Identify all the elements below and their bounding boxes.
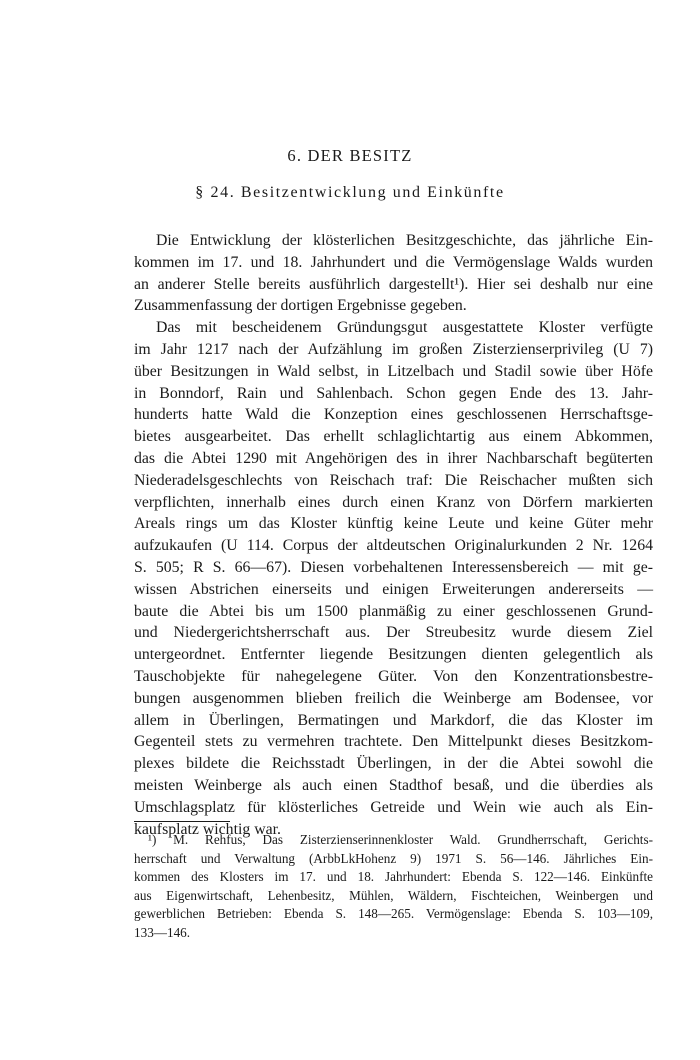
body-line: über Besitzungen in Wald selbst, in Litzelbach und Stadil sowie über Höfe	[134, 362, 653, 380]
section-title: § 24. Besitzentwicklung und Einkünfte	[195, 184, 505, 201]
body-line: untergeordnet. Entfernter liegende Besitzungen dienten gelegentlich als	[134, 646, 653, 664]
body-line: an anderer Stelle bereits ausführlich dargestellt¹). Hier sei deshalb nur eine	[134, 275, 653, 293]
footnote-line: aus Eigenwirtschaft, Lehenbesitz, Mühlen, Wäldern, Fischteichen, Weinbergen und	[134, 887, 653, 903]
footnote-line: gewerblichen Betrieben: Ebenda S. 148—265. Vermögenslage: Ebenda S. 103—109,	[134, 906, 653, 922]
chapter-title: 6. DER BESITZ	[287, 146, 413, 165]
body-line: hunderts hatte Wald die Konzeption eines geschlossenen Herrschaftsge-	[134, 406, 653, 424]
body-line: kommen im 17. und 18. Jahrhundert und die Vermögenslage Walds wurden	[134, 253, 653, 271]
footnotes	[134, 831, 653, 943]
body-line: Das mit bescheidenem Gründungsgut ausgestattete Kloster verfügte	[156, 319, 653, 337]
body-line: und Niedergerichtsherrschaft aus. Der Streubesitz wurde diesem Ziel	[134, 624, 653, 642]
body-line: bungen ausgenommen blieben freilich die Weinberge am Bodensee, vor	[134, 689, 653, 707]
body-line: plexes bildete die Reichsstadt Überlingen, in der die Abtei sowohl die	[134, 755, 653, 773]
body-line: Die Entwicklung der klösterlichen Besitzgeschichte, das jährliche Ein-	[156, 232, 653, 249]
body-line: Niederadelsgeschlechts von Reischach traf: Die Reischacher mußten sich	[134, 471, 653, 489]
body-line: verpflichten, innerhalb eines durch einen Kranz von Dörfern markierten	[134, 493, 653, 511]
body-line: Tauschobjekte für nahegelegene Güter. Von den Konzentrationsbestre-	[134, 667, 653, 685]
footnote-line: herrschaft und Verwaltung (ArbbLkHohenz 9) 1971 S. 56—146. Jährliches Ein-	[134, 850, 653, 866]
body-line: bietes ausgearbeitet. Das erhellt schlaglichtartig aus einem Abkommen,	[134, 428, 653, 446]
body-line: wissen Abstrichen einerseits und einigen Erweiterungen andererseits —	[134, 580, 653, 598]
footnote-line: 133—146.	[134, 924, 191, 940]
body-line: baute die Abtei bis um 1500 planmäßig zu einer geschlossenen Grund-	[134, 602, 653, 620]
body-line: kaufsplatz wichtig war.	[134, 820, 281, 838]
body-text	[134, 230, 653, 840]
body-line: Areals rings um das Kloster künftig keine Leute und keine Güter mehr	[134, 515, 653, 533]
footnote-line: kommen des Klosters im 17. und 18. Jahrhundert: Ebenda S. 122—146. Einkünfte	[134, 869, 653, 885]
footnote-line: ¹) M. Rehfus, Das Zisterzienserinnenkloster Wald. Grundherrschaft, Gerichts-	[148, 832, 653, 847]
body-line: aufzukaufen (U 114. Corpus der altdeutschen Originalurkunden 2 Nr. 1264	[134, 537, 653, 555]
footnote-separator	[134, 821, 230, 822]
body-line: Gegenteil stets zu vermehren trachtete. Den Mittelpunkt dieses Besitzkom-	[134, 733, 653, 751]
body-line: S. 505; R S. 66—67). Diesen vorbehaltenen Interessensbereich — mit ge-	[134, 558, 653, 576]
body-line: allem in Überlingen, Bermatingen und Markdorf, die das Kloster im	[134, 711, 653, 729]
body-line: im Jahr 1217 nach der Aufzählung im großen Zisterzienserprivileg (U 7)	[134, 340, 653, 358]
body-line: in Bonndorf, Rain und Sahlenbach. Schon gegen Ende des 13. Jahr-	[134, 384, 653, 402]
body-line: das die Abtei 1290 mit Angehörigen des in ihrer Nachbarschaft begüterten	[134, 449, 653, 467]
body-line: Umschlagsplatz für klösterliches Getreide und Wein wie auch als Ein-	[134, 798, 653, 816]
body-line: Zusammenfassung der dortigen Ergebnisse gegeben.	[134, 297, 467, 315]
body-line: meisten Weinberge als auch einen Stadthof besaß, und die überdies als	[134, 776, 653, 794]
